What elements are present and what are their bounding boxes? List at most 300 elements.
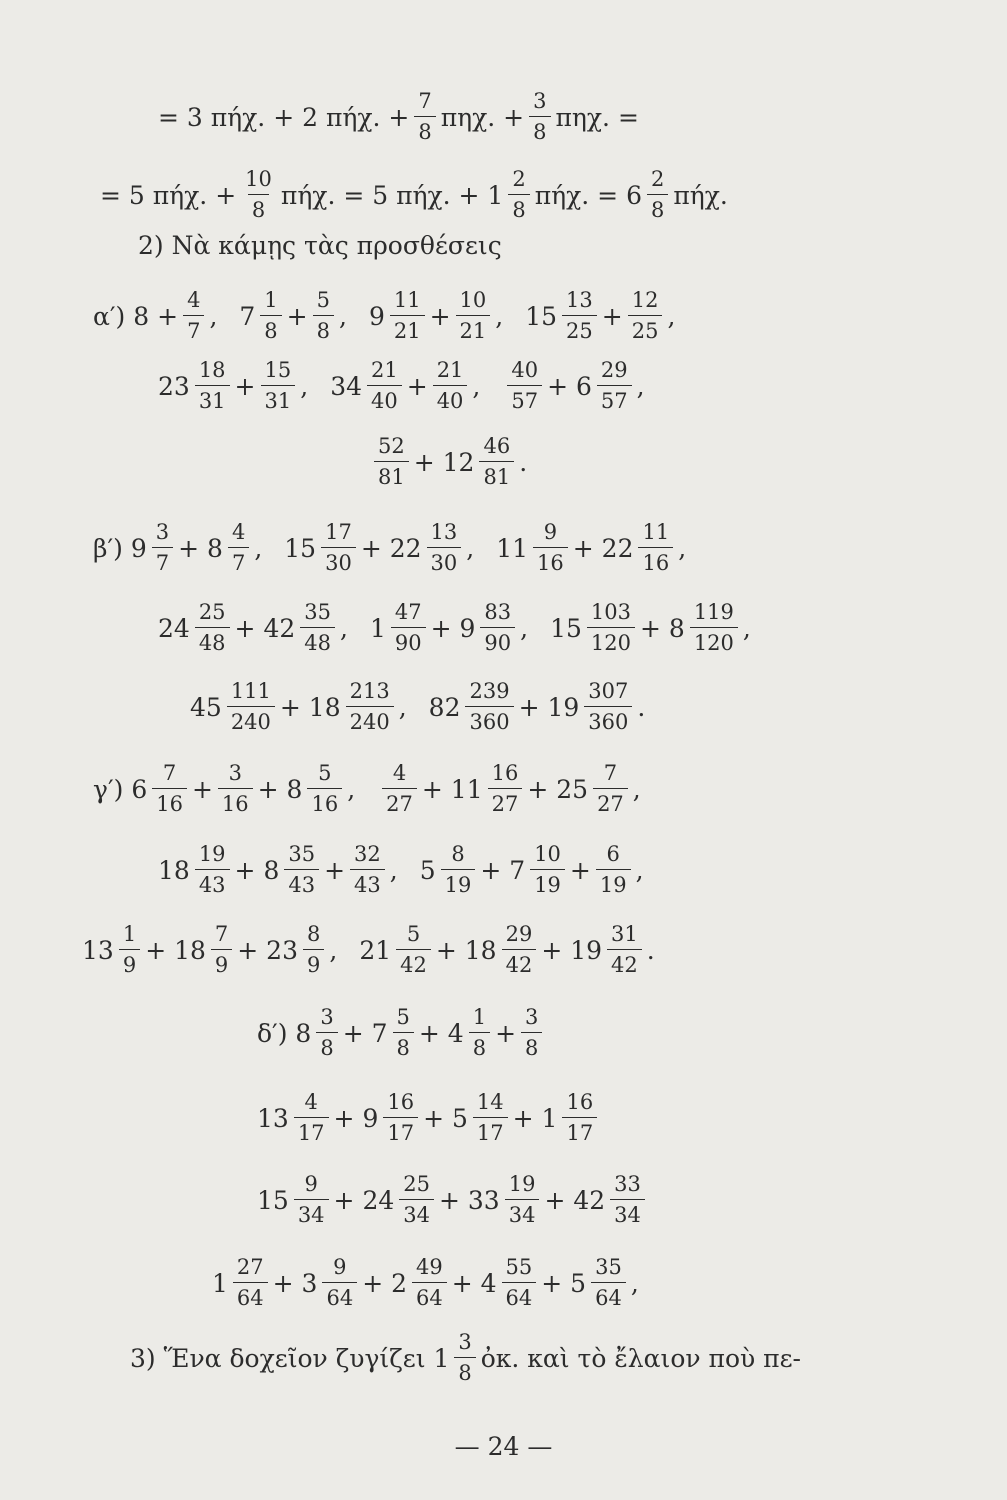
text-run: + <box>569 855 591 885</box>
fraction-numerator: 1 <box>122 922 137 946</box>
text-run: = 5 πήχ. + <box>100 180 237 210</box>
fraction <box>441 844 476 896</box>
fraction-denominator: 9 <box>119 949 140 976</box>
text-run: + <box>286 301 308 331</box>
fraction <box>607 924 642 976</box>
fraction-numerator: 35 <box>595 1255 622 1279</box>
fraction <box>261 360 296 412</box>
fraction-denominator: 360 <box>465 706 513 733</box>
fraction-numerator: 33 <box>614 1172 641 1196</box>
text-run: + 4 <box>418 1018 464 1048</box>
fraction-numerator: 10 <box>534 842 561 866</box>
fraction-numerator: 49 <box>416 1255 443 1279</box>
fraction <box>284 844 319 896</box>
text-run: , <box>340 613 348 643</box>
fraction-numerator: 13 <box>566 288 593 312</box>
fraction-denominator: 30 <box>321 547 356 574</box>
fraction-denominator: 40 <box>367 385 402 412</box>
text-run: 15 <box>284 533 317 563</box>
fraction <box>294 1092 329 1144</box>
fraction <box>346 681 394 733</box>
fraction-denominator: 120 <box>690 627 738 654</box>
fraction-numerator: 6 <box>606 842 620 866</box>
fraction <box>530 844 565 896</box>
text-run: + 8 <box>257 774 303 804</box>
fraction <box>152 522 173 574</box>
fraction-denominator: 64 <box>591 1282 626 1309</box>
fraction-denominator: 34 <box>399 1199 434 1226</box>
fraction <box>183 290 204 342</box>
fraction <box>473 1092 508 1144</box>
fraction-denominator: 27 <box>382 788 417 815</box>
page-number: — 24 — <box>454 1432 553 1461</box>
text-run: , <box>667 301 676 331</box>
fraction-numerator: 10 <box>245 167 272 191</box>
fraction <box>390 290 425 342</box>
text-run: , <box>389 855 398 885</box>
fraction-denominator: 31 <box>261 385 296 412</box>
text-run: + <box>601 301 623 331</box>
text-run: 3) Ἕνα δοχεῖον ζυγίζει 1 <box>130 1343 450 1373</box>
fraction-denominator: 21 <box>390 315 425 342</box>
fraction-numerator: 111 <box>230 679 271 703</box>
fraction <box>562 290 597 342</box>
fraction <box>391 602 426 654</box>
fraction <box>228 522 249 574</box>
text-run: + 42 <box>544 1185 606 1215</box>
text-run: πήχ. = 6 <box>534 180 642 210</box>
fraction <box>393 1007 414 1059</box>
fraction-numerator: 1 <box>264 288 278 312</box>
fraction-numerator: 4 <box>187 288 201 312</box>
fraction-numerator: 13 <box>430 520 458 544</box>
text-run: + 9 <box>333 1103 379 1133</box>
fraction-numerator: 7 <box>603 761 618 785</box>
fraction <box>465 681 513 733</box>
text-run: + <box>406 371 428 401</box>
text-run: 7 <box>239 301 256 331</box>
fraction <box>469 1007 490 1059</box>
fraction <box>303 924 324 976</box>
fraction-denominator: 42 <box>396 949 431 976</box>
fraction-numerator: 9 <box>543 520 558 544</box>
fraction-numerator: 35 <box>304 600 331 624</box>
fraction-numerator: 103 <box>590 600 631 624</box>
fraction <box>152 763 187 815</box>
text-line <box>158 840 644 900</box>
fraction <box>628 290 663 342</box>
fraction-numerator: 5 <box>396 1005 410 1029</box>
fraction-denominator: 8 <box>521 1032 542 1059</box>
fraction-numerator: 2 <box>512 167 526 191</box>
fraction <box>227 681 275 733</box>
text-line <box>158 87 639 147</box>
text-run: . <box>646 935 655 965</box>
fraction-denominator: 8 <box>508 194 529 221</box>
fraction <box>562 1092 597 1144</box>
fraction <box>647 169 668 221</box>
text-run: + 4 <box>451 1268 497 1298</box>
text-run: , <box>398 692 407 722</box>
fraction-numerator: 52 <box>378 434 405 458</box>
fraction-denominator: 8 <box>260 315 281 342</box>
text-run: + 24 <box>333 1185 395 1215</box>
text-run: 18 <box>158 855 190 885</box>
text-run: , <box>209 301 218 331</box>
fraction-denominator: 64 <box>322 1282 357 1309</box>
fraction <box>456 290 491 342</box>
text-run: = 3 πήχ. + 2 πήχ. + <box>158 102 410 132</box>
fraction-numerator: 15 <box>264 358 292 382</box>
fraction <box>211 924 232 976</box>
fraction-numerator: 16 <box>566 1090 594 1114</box>
fraction-numerator: 31 <box>611 922 638 946</box>
text-run: 23 <box>158 371 190 401</box>
text-line <box>257 1088 602 1148</box>
text-line <box>138 215 502 275</box>
fraction <box>638 522 673 574</box>
fraction-denominator: 16 <box>218 788 253 815</box>
text-run: 15 <box>257 1185 289 1215</box>
fraction-denominator: 8 <box>313 315 334 342</box>
text-run: . <box>637 692 646 722</box>
text-run: + 22 <box>572 533 634 563</box>
fraction <box>507 360 542 412</box>
text-line <box>158 356 645 416</box>
fraction-numerator: 25 <box>198 600 226 624</box>
text-run: 13 <box>82 935 114 965</box>
fraction-numerator: 1 <box>472 1005 487 1029</box>
fraction-numerator: 7 <box>214 922 229 946</box>
text-run: 45 <box>190 692 222 722</box>
fraction-numerator: 213 <box>349 679 390 703</box>
fraction <box>454 1332 475 1384</box>
text-run: + 19 <box>518 692 580 722</box>
fraction <box>316 1007 337 1059</box>
fraction-denominator: 21 <box>456 315 491 342</box>
fraction-numerator: 119 <box>693 600 734 624</box>
fraction-numerator: 7 <box>418 89 432 113</box>
fraction-numerator: 5 <box>406 922 421 946</box>
text-run: , <box>742 613 751 643</box>
fraction <box>533 522 568 574</box>
text-run: 2) Νὰ κάμῃς τὰς προσθέσεις <box>138 230 502 260</box>
text-run: + <box>234 371 256 401</box>
fraction-numerator: 21 <box>371 358 398 382</box>
fraction-numerator: 19 <box>198 842 226 866</box>
text-run: + <box>191 774 213 804</box>
fraction-denominator: 43 <box>350 869 385 896</box>
fraction-numerator: 3 <box>155 520 170 544</box>
fraction <box>195 602 230 654</box>
text-run: + 7 <box>342 1018 388 1048</box>
fraction-denominator: 8 <box>414 116 435 143</box>
fraction <box>529 91 550 143</box>
text-line <box>369 432 527 492</box>
fraction <box>596 844 631 896</box>
fraction-numerator: 307 <box>588 679 629 703</box>
text-run: + 8 <box>640 613 685 643</box>
text-run: + 6 <box>547 371 592 401</box>
fraction-numerator: 83 <box>484 600 512 624</box>
fraction <box>480 602 515 654</box>
fraction-denominator: 8 <box>454 1357 475 1384</box>
text-run: 13 <box>257 1103 289 1133</box>
fraction-numerator: 55 <box>505 1255 533 1279</box>
fraction-numerator: 4 <box>304 1090 318 1114</box>
fraction-denominator: 81 <box>479 461 514 488</box>
text-line <box>93 286 675 346</box>
text-run: 15 <box>550 613 582 643</box>
fraction-denominator: 7 <box>152 547 173 574</box>
fraction <box>610 1174 645 1226</box>
fraction-denominator: 17 <box>473 1117 508 1144</box>
fraction-denominator: 34 <box>294 1199 329 1226</box>
fraction-denominator: 25 <box>628 315 663 342</box>
text-run: 1 <box>369 613 386 643</box>
fraction <box>591 1257 626 1309</box>
fraction <box>383 1092 418 1144</box>
fraction <box>382 763 417 815</box>
fraction-numerator: 10 <box>459 288 487 312</box>
text-run: β′) 9 <box>93 533 147 563</box>
fraction-numerator: 7 <box>162 761 177 785</box>
text-run: , <box>635 855 644 885</box>
text-run: , <box>466 533 475 563</box>
fraction <box>313 290 334 342</box>
text-run: + 25 <box>527 774 589 804</box>
fraction-denominator: 64 <box>233 1282 268 1309</box>
text-run: , <box>472 371 481 401</box>
fraction-numerator: 29 <box>505 922 533 946</box>
text-run: , <box>630 1268 639 1298</box>
text-line <box>190 677 645 737</box>
fraction <box>294 1174 329 1226</box>
fraction-numerator: 16 <box>491 761 519 785</box>
text-run: , <box>347 774 356 804</box>
text-run: , <box>254 533 263 563</box>
text-run: , <box>495 301 504 331</box>
fraction-denominator: 81 <box>374 461 409 488</box>
fraction-denominator: 8 <box>393 1032 414 1059</box>
fraction <box>374 436 409 488</box>
fraction-numerator: 14 <box>476 1090 504 1114</box>
fraction <box>502 924 537 976</box>
fraction <box>300 602 335 654</box>
fraction-numerator: 3 <box>228 761 242 785</box>
text-run: + 5 <box>541 1268 587 1298</box>
text-run: 9 <box>368 301 385 331</box>
fraction-denominator: 42 <box>502 949 537 976</box>
fraction-numerator: 25 <box>403 1172 430 1196</box>
text-run: + <box>495 1018 517 1048</box>
fraction <box>399 1174 434 1226</box>
fraction <box>488 763 523 815</box>
fraction-denominator: 240 <box>346 706 394 733</box>
fraction-denominator: 17 <box>562 1117 597 1144</box>
fraction-denominator: 25 <box>562 315 597 342</box>
fraction <box>505 1174 540 1226</box>
fraction-numerator: 4 <box>392 761 407 785</box>
text-run: + 3 <box>272 1268 318 1298</box>
fraction-numerator: 2 <box>650 167 665 191</box>
fraction-denominator: 17 <box>383 1117 418 1144</box>
text-run: πηχ. + <box>440 102 525 132</box>
text-run: + <box>429 301 451 331</box>
text-line <box>93 759 641 819</box>
text-run: α′) 8 + <box>93 301 179 331</box>
fraction-denominator: 31 <box>195 385 230 412</box>
fraction <box>433 360 468 412</box>
fraction <box>427 522 462 574</box>
fraction-numerator: 8 <box>307 922 321 946</box>
text-run: + 11 <box>421 774 483 804</box>
fraction-numerator: 18 <box>198 358 226 382</box>
fraction <box>260 290 281 342</box>
fraction-denominator: 8 <box>469 1032 490 1059</box>
text-run: 11 <box>496 533 529 563</box>
text-line <box>130 1328 801 1388</box>
text-run: + 7 <box>480 855 526 885</box>
fraction-denominator: 48 <box>195 627 230 654</box>
text-line <box>257 1003 547 1063</box>
text-run: 5 <box>419 855 436 885</box>
fraction <box>195 360 230 412</box>
text-run: , <box>632 774 641 804</box>
text-run: + 8 <box>178 533 223 563</box>
fraction <box>690 602 738 654</box>
fraction-denominator: 360 <box>584 706 632 733</box>
fraction-numerator: 29 <box>600 358 628 382</box>
text-line <box>82 920 655 980</box>
fraction-denominator: 8 <box>647 194 668 221</box>
text-run: , <box>329 935 338 965</box>
fraction-numerator: 32 <box>354 842 381 866</box>
text-run: + 18 <box>279 692 341 722</box>
fraction-denominator: 90 <box>391 627 426 654</box>
fraction-numerator: 3 <box>458 1330 472 1354</box>
fraction-numerator: 4 <box>231 520 246 544</box>
fraction <box>502 1257 537 1309</box>
text-line <box>158 598 751 658</box>
fraction-denominator: 57 <box>507 385 542 412</box>
fraction <box>367 360 402 412</box>
fraction <box>597 360 632 412</box>
text-line <box>212 1253 639 1313</box>
text-run: 1 <box>212 1268 228 1298</box>
text-line <box>257 1170 650 1230</box>
fraction <box>587 602 635 654</box>
fraction <box>593 763 628 815</box>
fraction-denominator: 34 <box>505 1199 540 1226</box>
fraction-numerator: 9 <box>333 1255 347 1279</box>
fraction-denominator: 42 <box>607 949 642 976</box>
text-run: πήχ. = 5 πήχ. + 1 <box>280 180 504 210</box>
fraction-denominator: 27 <box>593 788 628 815</box>
fraction-denominator: 40 <box>433 385 468 412</box>
fraction <box>350 844 385 896</box>
fraction-numerator: 12 <box>631 288 659 312</box>
fraction-numerator: 21 <box>436 358 464 382</box>
fraction <box>233 1257 268 1309</box>
text-run: , <box>300 371 309 401</box>
fraction-denominator: 16 <box>152 788 187 815</box>
fraction-denominator: 43 <box>284 869 319 896</box>
fraction <box>412 1257 447 1309</box>
fraction-numerator: 5 <box>318 761 332 785</box>
text-run: 34 <box>330 371 362 401</box>
fraction-numerator: 3 <box>533 89 547 113</box>
text-run: + 19 <box>541 935 603 965</box>
text-run: , <box>339 301 347 331</box>
fraction-denominator: 64 <box>412 1282 447 1309</box>
fraction <box>479 436 514 488</box>
fraction-denominator: 27 <box>488 788 523 815</box>
fraction-denominator: 240 <box>227 706 275 733</box>
text-run: + 12 <box>413 447 475 477</box>
text-run: πήχ. <box>673 180 728 210</box>
fraction-numerator: 27 <box>236 1255 264 1279</box>
fraction-denominator: 8 <box>529 116 550 143</box>
fraction <box>521 1007 542 1059</box>
fraction-denominator: 120 <box>587 627 635 654</box>
fraction-denominator: 16 <box>533 547 568 574</box>
fraction-denominator: 19 <box>441 869 476 896</box>
fraction-denominator: 48 <box>300 627 335 654</box>
text-run: δ′) 8 <box>257 1018 312 1048</box>
fraction-denominator: 19 <box>596 869 631 896</box>
fraction-numerator: 3 <box>525 1005 539 1029</box>
fraction <box>218 763 253 815</box>
fraction-numerator: 8 <box>451 842 465 866</box>
text-run: + 18 <box>435 935 497 965</box>
fraction-numerator: 17 <box>325 520 352 544</box>
text-run: 15 <box>525 301 558 331</box>
fraction-numerator: 16 <box>387 1090 415 1114</box>
fraction-denominator: 16 <box>638 547 673 574</box>
text-line <box>93 518 686 578</box>
fraction-numerator: 9 <box>304 1172 318 1196</box>
fraction <box>307 763 342 815</box>
fraction-denominator: 9 <box>303 949 324 976</box>
fraction-numerator: 19 <box>508 1172 536 1196</box>
fraction <box>119 924 140 976</box>
fraction-denominator: 8 <box>248 194 269 221</box>
fraction-numerator: 46 <box>483 434 511 458</box>
fraction <box>584 681 632 733</box>
text-run: 21 <box>359 935 392 965</box>
fraction <box>195 844 230 896</box>
fraction <box>414 91 435 143</box>
fraction-denominator: 34 <box>610 1199 645 1226</box>
text-run: πηχ. = <box>555 102 639 132</box>
text-run: , <box>636 371 645 401</box>
fraction-denominator: 19 <box>530 869 565 896</box>
text-run: + 22 <box>360 533 422 563</box>
fraction-denominator: 7 <box>228 547 249 574</box>
text-run: ὀκ. καὶ τὸ ἔλαιον ποὺ πε- <box>480 1343 801 1373</box>
fraction-numerator: 35 <box>288 842 316 866</box>
text-run: + 42 <box>234 613 296 643</box>
text-run: . <box>519 447 528 477</box>
fraction-numerator: 11 <box>393 288 421 312</box>
fraction-numerator: 40 <box>511 358 539 382</box>
fraction-denominator: 43 <box>195 869 230 896</box>
text-run: 82 <box>428 692 461 722</box>
fraction-denominator: 7 <box>183 315 204 342</box>
fraction-numerator: 11 <box>642 520 670 544</box>
fraction-denominator: 30 <box>427 547 462 574</box>
